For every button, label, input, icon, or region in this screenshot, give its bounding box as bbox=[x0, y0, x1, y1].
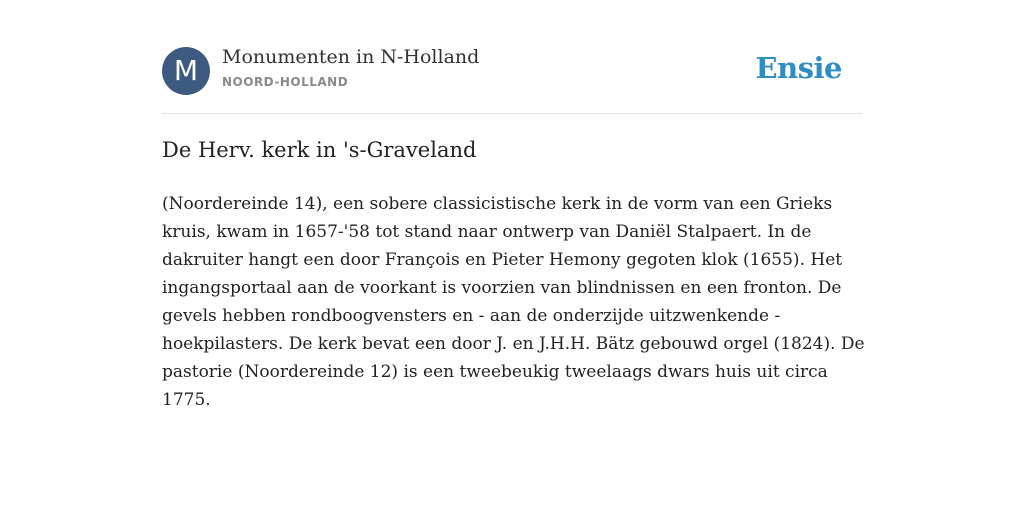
source-title[interactable]: Monumenten in N-Holland bbox=[222, 46, 480, 68]
avatar[interactable]: M bbox=[162, 47, 210, 95]
body-line: (Noordereinde 14), een sobere classicistische kerk in de vorm van een Grieks bbox=[162, 194, 833, 214]
header-divider bbox=[162, 113, 862, 114]
brand-logo[interactable]: Ensie bbox=[755, 51, 842, 85]
article-title: De Herv. kerk in 's-Graveland bbox=[162, 138, 477, 162]
body-line: hoekpilasters. De kerk bevat een door J. en J.H.H. Bätz gebouwd orgel (1824). De bbox=[162, 334, 865, 354]
body-line: pastorie (Noordereinde 12) is een tweebeukig tweelaags dwars huis uit circa bbox=[162, 362, 828, 382]
body-line: kruis, kwam in 1657-'58 tot stand naar ontwerp van Daniël Stalpaert. In de bbox=[162, 222, 812, 242]
body-line: 1775. bbox=[162, 390, 211, 410]
article-body bbox=[162, 190, 865, 414]
body-line: dakruiter hangt een door François en Pieter Hemony gegoten klok (1655). Het bbox=[162, 250, 843, 270]
body-line: gevels hebben rondboogvensters en - aan de onderzijde uitzwenkende - bbox=[162, 306, 781, 326]
body-line: ingangsportaal aan de voorkant is voorzien van blindnissen en een fronton. De bbox=[162, 278, 842, 298]
source-subtitle: NOORD-HOLLAND bbox=[222, 75, 349, 89]
source-header bbox=[162, 46, 862, 96]
